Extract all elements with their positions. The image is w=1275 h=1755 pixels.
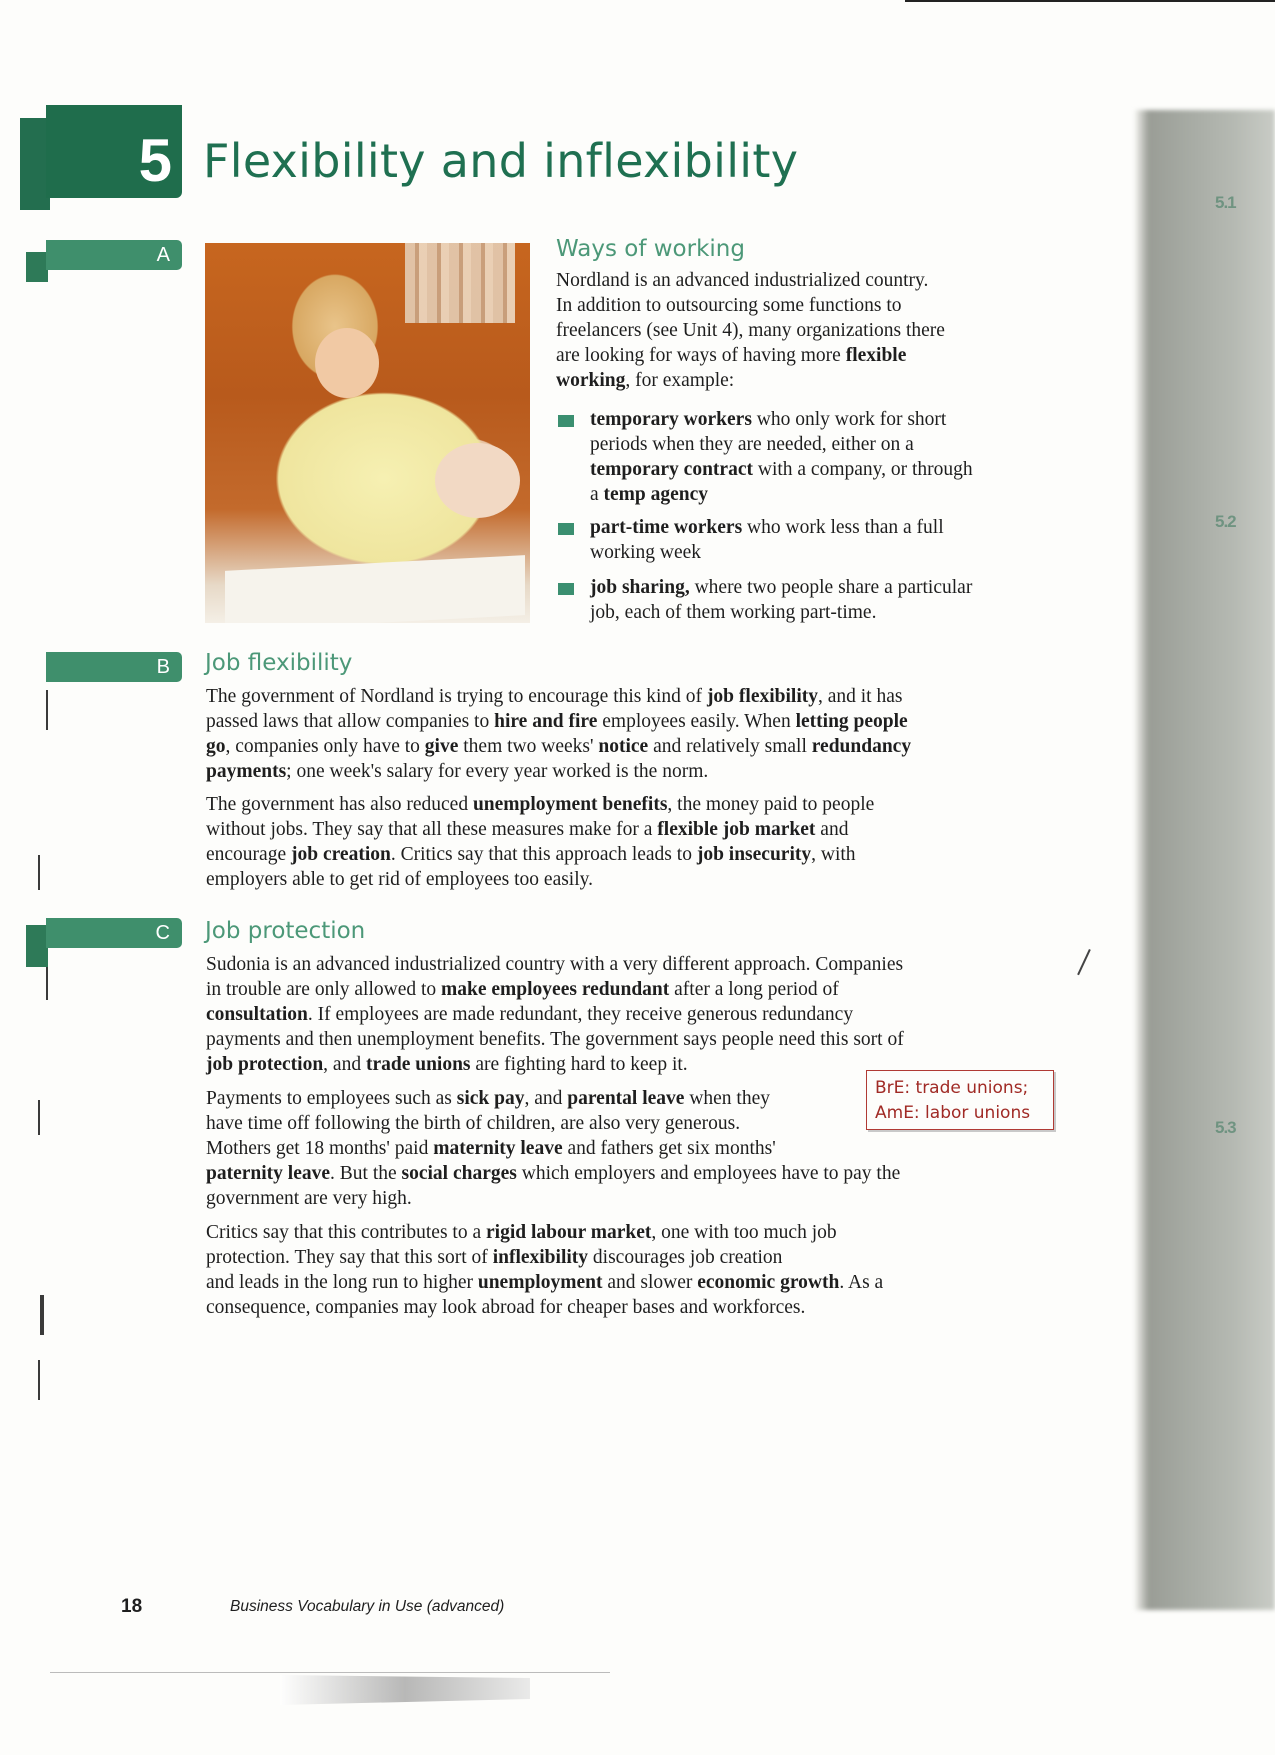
section-c-tab: C bbox=[46, 918, 182, 948]
text-line: Nordland is an advanced industrialized country. bbox=[556, 270, 929, 291]
unit-title: Flexibility and inflexibility bbox=[203, 134, 799, 188]
bottom-rule bbox=[50, 1672, 610, 1673]
bullet-icon bbox=[558, 523, 574, 535]
section-b-paragraph-2: The government has also reduced unemployment benefits, the money paid to people without jobs. They say that all these measures make for a flexible job market and encourage job creation. Critics say that this approach leads to job insecurity, with employers able to get rid of employees too easily. bbox=[206, 794, 875, 890]
photo-mother-with-baby bbox=[205, 243, 530, 623]
book-title: Business Vocabulary in Use (advanced) bbox=[230, 1598, 505, 1615]
bullet-item-part-time-workers: part-time workers who work less than a full working week bbox=[590, 517, 944, 563]
unit-number-tab: 5 bbox=[46, 105, 182, 198]
section-c-paragraph-1: Sudonia is an advanced industrialized country with a very different approach. Companies in trouble are only allowed to make employees redundant after a long period of consultation. If employees are made redundant, they receive generous redundancy payments and then unemployment benefits. The government says people need this sort of job protection, and trade unions are fighting hard to keep it. bbox=[206, 954, 904, 1075]
section-b-tab: B bbox=[46, 652, 182, 682]
section-b-paragraph-1: The government of Nordland is trying to encourage this kind of job flexibility, and it has passed laws that allow companies to hire and fire employees easily. When letting people go, companies only have to give them two weeks' notice and relatively small redundancy payments; one week's salary for every year worked is the norm. bbox=[206, 686, 912, 782]
gutter-label-5-1: 5.1 bbox=[1215, 193, 1236, 212]
photo-papers bbox=[225, 555, 525, 623]
edge-mark bbox=[38, 855, 40, 890]
text-line: freelancers (see Unit 4), many organizations there bbox=[556, 320, 945, 341]
edge-mark bbox=[46, 690, 48, 730]
photo-bookshelf bbox=[405, 243, 515, 323]
language-note-box bbox=[866, 1070, 1054, 1130]
bullet-icon bbox=[558, 583, 574, 595]
bullet-item-temporary-workers: temporary workers who only work for short periods when they are needed, either on a temporary contract with a company, or through a temp agency bbox=[590, 409, 973, 505]
section-c-heading: Job protection bbox=[205, 918, 366, 944]
edge-mark bbox=[38, 1360, 40, 1400]
section-a-tab-stub bbox=[26, 252, 48, 282]
facing-page-gutter bbox=[1135, 110, 1275, 1610]
section-a-tab: A bbox=[46, 240, 182, 270]
edge-mark bbox=[38, 1100, 40, 1135]
section-c-paragraph-2: Payments to employees such as sick pay, and parental leave when they have time off following the birth of children, are also very generous. Mothers get 18 months' paid maternity leave and fathers get six months' paternity leave. But the social charges which employers and employees have to pay the government are very high. bbox=[206, 1088, 901, 1209]
top-rule bbox=[905, 0, 1275, 2]
scan-smudge bbox=[280, 1675, 530, 1705]
section-c-tab-stub bbox=[26, 925, 48, 967]
bullet-icon bbox=[558, 415, 574, 427]
photo-baby bbox=[435, 443, 520, 518]
text-line: In addition to outsourcing some functions to bbox=[556, 295, 902, 316]
photo-face bbox=[315, 328, 379, 398]
language-note-ame: AmE: labor unions bbox=[875, 1103, 1031, 1123]
gutter-label-5-2: 5.2 bbox=[1215, 512, 1236, 531]
text-line: are looking for ways of having more flexible bbox=[556, 345, 907, 366]
section-a-intro bbox=[556, 268, 1016, 393]
page-number: 18 bbox=[121, 1596, 143, 1617]
pencil-mark bbox=[1077, 949, 1090, 975]
text-line: working, for example: bbox=[556, 370, 735, 391]
edge-mark bbox=[40, 1295, 44, 1335]
section-c-paragraph-3: Critics say that this contributes to a rigid labour market, one with too much job protection. They say that this sort of inflexibility discourages job creation and leads in the long run to higher unemployment and slower economic growth. As a consequence, companies may look abroad for cheaper bases and workforces. bbox=[206, 1222, 884, 1318]
bullet-item-job-sharing: job sharing, where two people share a particular job, each of them working part-time. bbox=[590, 577, 973, 623]
section-a-heading: Ways of working bbox=[556, 236, 745, 262]
section-b-heading: Job flexibility bbox=[205, 650, 353, 676]
language-note-bre: BrE: trade unions; bbox=[875, 1078, 1029, 1098]
gutter-label-5-3: 5.3 bbox=[1215, 1118, 1236, 1137]
